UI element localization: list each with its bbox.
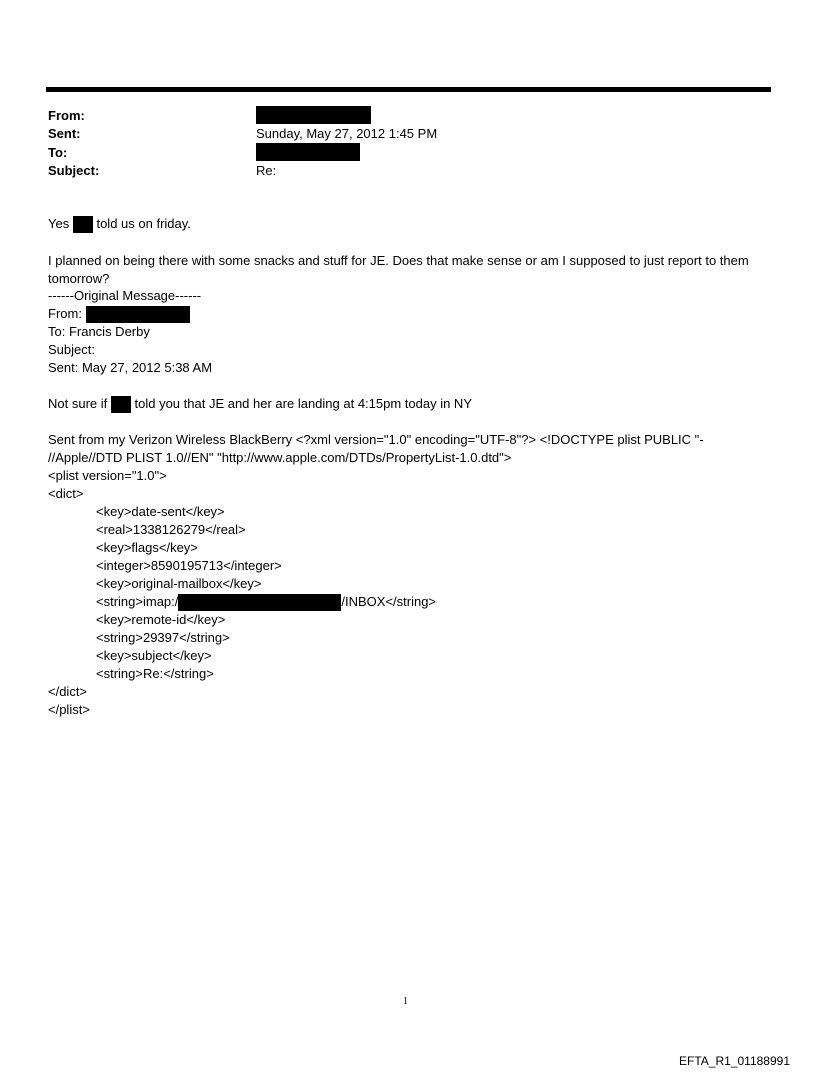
plist-line: <key>original-mailbox</key> — [96, 576, 262, 591]
document-id: EFTA_R1_01188991 — [679, 1054, 790, 1068]
paragraph-snacks: I planned on being there with some snacks and stuff for JE. Does that make sense or am I supposed to just report to them tomorrow? — [48, 253, 749, 286]
sent-from-line-1: Sent from my Verizon Wireless BlackBerry <?xml version="1.0" encoding="UTF-8"?> <!DOCTYPE plist PUBLIC "- — [48, 432, 704, 447]
redacted-orig-from — [86, 306, 190, 323]
reply-pre: Yes — [48, 216, 70, 231]
from-label: From: — [48, 108, 85, 123]
sent-value: Sunday, May 27, 2012 1:45 PM — [256, 126, 438, 141]
dict-open: <dict> — [48, 486, 84, 501]
header-rule — [46, 87, 771, 92]
to-label: To: — [48, 145, 68, 160]
redacted-name — [73, 216, 93, 233]
imap-line — [96, 594, 436, 611]
original-message-separator: ------Original Message------ — [48, 288, 202, 303]
page-number: 1 — [403, 996, 408, 1007]
plist-line: <key>date-sent</key> — [96, 504, 225, 519]
subject-label: Subject: — [48, 163, 100, 178]
orig-from-label: From: — [48, 306, 82, 321]
notsure-post: told you that JE and her are landing at 4:15pm today in NY — [134, 396, 472, 411]
plist-line: <key>remote-id</key> — [96, 612, 226, 627]
plist-line: <key>subject</key> — [96, 648, 212, 663]
redacted-imap-address — [178, 594, 341, 611]
not-sure-line — [48, 396, 472, 413]
sent-label: Sent: — [48, 126, 81, 141]
redacted-name-2 — [111, 396, 131, 413]
from-value-redacted — [256, 106, 371, 124]
notsure-pre: Not sure if — [48, 396, 108, 411]
imap-pre: <string>imap:/ — [96, 594, 179, 609]
plist-line: <integer>8590195713</integer> — [96, 558, 282, 573]
orig-to-line: To: Francis Derby — [48, 324, 150, 339]
plist-close: </plist> — [48, 702, 90, 717]
plist-line: <real>1338126279</real> — [96, 522, 246, 537]
dict-close: </dict> — [48, 684, 88, 699]
orig-from-line — [48, 306, 190, 323]
plist-line: <string>29397</string> — [96, 630, 230, 645]
subject-value: Re: — [256, 163, 277, 178]
sent-from-line-2: //Apple//DTD PLIST 1.0//EN" "http://www.apple.com/DTDs/PropertyList-1.0.dtd"> — [48, 450, 512, 465]
plist-line: <string>Re:</string> — [96, 666, 214, 681]
plist-open: <plist version="1.0"> — [48, 468, 167, 483]
reply-post: told us on friday. — [96, 216, 191, 231]
to-value-redacted — [256, 143, 360, 161]
plist-line: <key>flags</key> — [96, 540, 198, 555]
reply-line — [48, 216, 191, 233]
orig-subject-line: Subject: — [48, 342, 95, 357]
imap-post: /INBOX</string> — [341, 594, 437, 609]
orig-sent-line: Sent: May 27, 2012 5:38 AM — [48, 360, 213, 375]
